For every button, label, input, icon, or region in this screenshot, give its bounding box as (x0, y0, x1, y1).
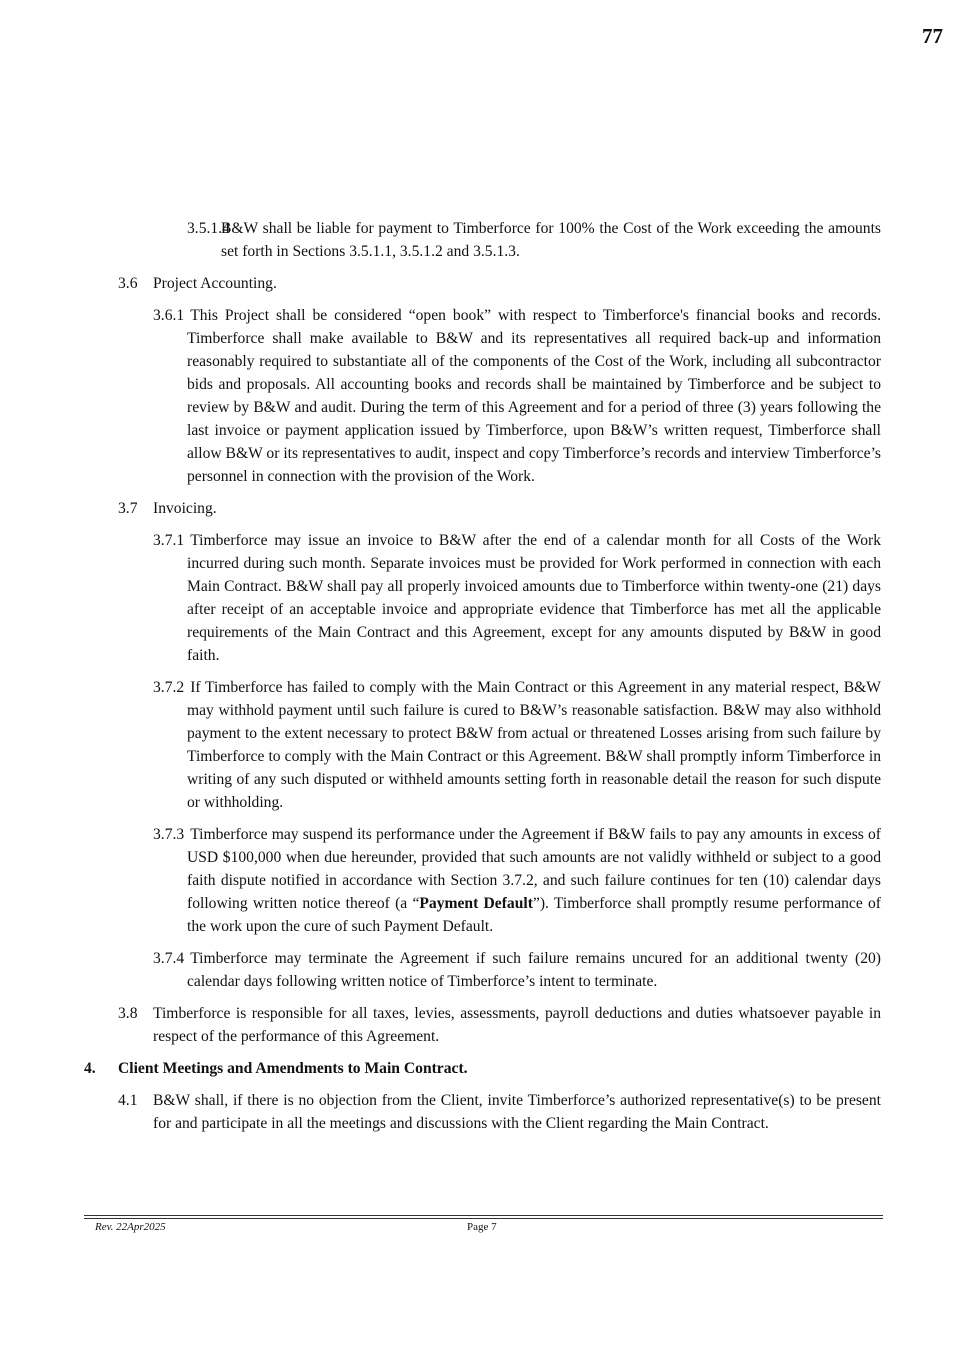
clause-text-continued: ”). Timberforce shall promptly resume performance of the work upon the cure of such Payment Default. (187, 895, 881, 935)
clause-text: This Project shall be considered “open book” with respect to Timberforce's financial books and records. Timberforce shall make available to B&W and its representatives all required back-up and information reasonably required to substantiate all of the components of the Cost of the Work, including all subcontractor bids and proposals. All accounting books and records shall be maintained by Timberforce and be subject to review by B&W and audit. During the term of this Agreement and for a period of three (3) years following the last invoice or payment application issued by Timberforce, upon B&W’s written request, Timberforce shall allow B&W or its representatives to audit, inspect and copy Timberforce’s records and interview Timberforce’s personnel in connection with the provision of the Work. (187, 307, 881, 485)
clause-heading: Invoicing. (153, 500, 217, 517)
clause-3-8 (0, 1002, 881, 1048)
section-number: 4. (84, 1060, 96, 1077)
section-4-heading (0, 1057, 881, 1080)
clause-text: If Timberforce has failed to comply with the Main Contract or this Agreement in any material respect, B&W may withhold payment until such failure is cured to B&W’s reasonable satisfaction. B&W may also withhold payment to the extent necessary to protect B&W from actual or threatened Losses arising from such failure by Timberforce to comply with the Main Contract or this Agreement. B&W shall promptly inform Timberforce in writing of any such disputed or withheld amounts setting forth in reasonable detail the reason for such dispute or withholding. (187, 679, 881, 811)
clause-3-7 (0, 497, 881, 520)
clause-3-7-4 (0, 947, 881, 993)
clause-3-7-1 (0, 529, 881, 667)
footer-revision: Rev. 22Apr2025 (95, 1221, 166, 1233)
clause-number: 3.7.1 (153, 532, 185, 549)
clause-text: Timberforce may issue an invoice to B&W after the end of a calendar month for all Costs of the Work incurred during such month. Separate invoices must be provided for Work performed in connection with each Main Contract. B&W shall pay all properly invoiced amounts due to Timberforce within twenty-one (21) days after receipt of an acceptable invoice and appropriate evidence that Timberforce has met all the applicable requirements of the Main Contract and this Agreement, except for any amounts disputed by B&W in good faith. (187, 532, 881, 664)
clause-number: 3.7.4 (153, 950, 185, 967)
clause-heading: Project Accounting. (153, 275, 277, 292)
clause-number: 3.7.2 (153, 679, 185, 696)
clause-text: Timberforce may terminate the Agreement if such failure remains uncured for an additional twenty (20) calendar days following written notice of Timberforce’s intent to terminate. (187, 950, 881, 990)
footer-page-label: Page 7 (467, 1221, 497, 1233)
clause-3-6 (0, 272, 881, 295)
clause-3-7-2 (0, 676, 881, 814)
clause-number: 3.7 (118, 500, 138, 517)
footer-divider (84, 1215, 883, 1219)
defined-term: Payment Default (419, 895, 533, 912)
clause-number: 3.6.1 (153, 307, 185, 324)
section-title: Client Meetings and Amendments to Main Contract. (118, 1060, 468, 1077)
document-body (0, 217, 965, 1144)
clause-text: Timberforce is responsible for all taxes, levies, assessments, payroll deductions and duties whatsoever payable in respect of the performance of this Agreement. (153, 1005, 881, 1045)
clause-number: 3.6 (118, 275, 138, 292)
clause-text: Timberforce may suspend its performance under the Agreement if B&W fails to pay any amounts in excess of USD $100,000 when due hereunder, provided that such amounts are not validly withheld or subject to a good faith dispute notified in accordance with Section 3.7.2, and such failure continues for ten (10) calendar days following written notice thereof (a “ (187, 826, 881, 912)
clause-text: B&W shall, if there is no objection from the Client, invite Timberforce’s authorized representative(s) to be present for and participate in all the meetings and discussions with the Client regarding the Main Contract. (153, 1092, 881, 1132)
clause-number: 3.7.3 (153, 826, 185, 843)
clause-3-7-3 (0, 823, 881, 938)
clause-3-6-1 (0, 304, 881, 488)
page-number: 77 (922, 24, 943, 48)
clause-4-1 (0, 1089, 881, 1135)
clause-number: 3.8 (118, 1005, 138, 1022)
clause-number: 4.1 (118, 1092, 138, 1109)
clause-text: B&W shall be liable for payment to Timberforce for 100% the Cost of the Work exceeding the amounts set forth in Sections 3.5.1.1, 3.5.1.2 and 3.5.1.3. (221, 220, 881, 260)
clause-number: 3.5.1.4 (187, 220, 230, 237)
clause-3-5-1-4 (0, 217, 881, 263)
